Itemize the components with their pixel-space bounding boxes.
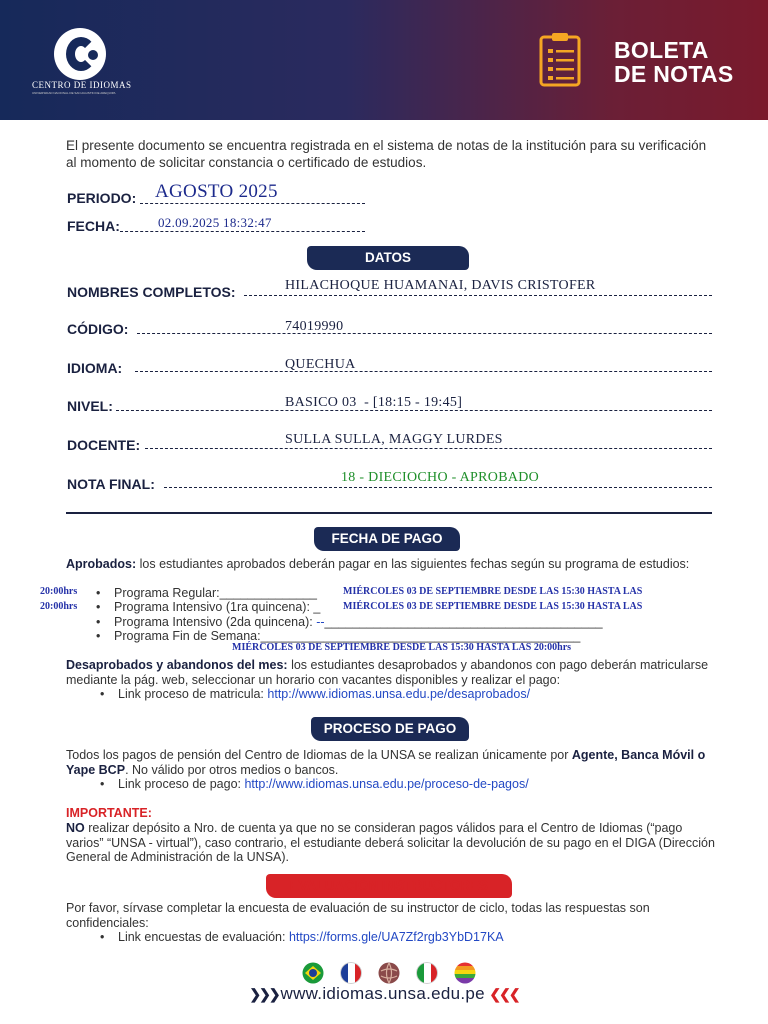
program-intensivo1-note: 20:00hrs xyxy=(40,601,78,612)
program-fin-semana-label: Programa Fin de Semana:______________________________________________ xyxy=(114,629,581,643)
codigo-line xyxy=(137,333,712,334)
program-intensivo1: • Programa Intensivo (1ra quincena): _ xyxy=(96,600,321,614)
codigo-value: 74019990 xyxy=(285,319,344,334)
periodo-label: PERIODO: xyxy=(67,190,137,206)
brazil-flag-icon xyxy=(302,962,324,984)
nota-final-label: NOTA FINAL: xyxy=(67,476,155,492)
datos-heading: DATOS xyxy=(307,246,469,270)
program-regular-label: Programa Regular:______________ xyxy=(114,586,317,600)
logo-subtext: UNIVERSIDAD NACIONAL DE SAN AGUSTIN DE AREQUIPA xyxy=(32,91,116,95)
encuesta-link-label: Link encuestas de evaluación: xyxy=(118,930,289,944)
program-fin-semana-value: MIÉRCOLES 03 DE SEPTIEMBRE DESDE LAS 15:30 HASTA LAS 20:00hrs xyxy=(232,642,572,653)
idioma-value: QUECHUA xyxy=(285,357,356,372)
program-intensivo1-label: Programa Intensivo (1ra quincena): _ xyxy=(114,600,321,614)
logo-text: CENTRO DE IDIOMAS xyxy=(32,80,132,90)
proceso-text-c: . No válido por otros medios o bancos. xyxy=(125,762,339,777)
program-intensivo1-value: MIÉRCOLES 03 DE SEPTIEMBRE DESDE LAS 15:30 HASTA LAS xyxy=(343,601,643,612)
fecha-line xyxy=(120,231,365,232)
chevrons-right-icon: ❯❯❯ xyxy=(249,986,281,1002)
periodo-line xyxy=(140,203,365,204)
globe-icon xyxy=(378,962,400,984)
program-regular-value: MIÉRCOLES 03 DE SEPTIEMBRE DESDE LAS 15:30 HASTA LAS xyxy=(343,586,643,597)
footer xyxy=(0,984,768,1008)
nombres-label: NOMBRES COMPLETOS: xyxy=(67,284,236,300)
matricula-link-item: • Link proceso de matricula: http://www.idiomas.unsa.edu.pe/desaprobados/ xyxy=(100,687,531,701)
no-label: NO xyxy=(66,821,85,835)
desaprobados-paragraph xyxy=(66,658,716,687)
encuesta-link-item: • Link encuestas de evaluación: https://forms.gle/UA7Zf2rgb3YbD17KA xyxy=(100,930,504,944)
italy-flag-icon xyxy=(416,962,438,984)
aprobados-label: Aprobados: xyxy=(66,557,137,571)
nota-final-value: 18 - DIECIOCHO - APROBADO xyxy=(341,470,540,485)
fecha-value: 02.09.2025 18:32:47 xyxy=(158,215,272,230)
periodo-value: AGOSTO 2025 xyxy=(155,181,278,202)
proceso-text-b: Agente, Banca Móvil o Yape BCP xyxy=(66,748,706,777)
program-intensivo2-value: -- xyxy=(316,615,325,629)
evaluacion-paragraph: Por favor, sírvase completar la encuesta de evaluación de su instructor de ciclo, todas las respuestas son confidenciales: xyxy=(66,901,650,930)
footer-url[interactable]: www.idiomas.unsa.edu.pe xyxy=(280,984,485,1003)
docente-value: SULLA SULLA, MAGGY LURDES xyxy=(285,432,503,447)
fecha-label: FECHA: xyxy=(67,218,120,234)
nombres-value: HILACHOQUE HUAMANAI, DAVIS CRISTOFER xyxy=(285,278,596,293)
idioma-label: IDIOMA: xyxy=(67,360,123,376)
program-regular: • Programa Regular:______________ xyxy=(96,586,317,600)
program-fin-semana: • Programa Fin de Semana:______________________________________________ xyxy=(96,629,581,643)
document-title xyxy=(614,38,734,86)
importante-label: IMPORTANTE: xyxy=(66,806,152,820)
aprobados-text: los estudiantes aprobados deberán pagar en las siguientes fechas según su programa de estudios: xyxy=(136,557,690,571)
nivel-label: NIVEL: xyxy=(67,398,113,414)
header-banner xyxy=(0,0,768,120)
importante-paragraph xyxy=(66,821,716,865)
proceso-pago-paragraph xyxy=(66,748,716,777)
logo-dot xyxy=(88,50,98,60)
pago-link-item: • Link proceso de pago: http://www.idiomas.unsa.edu.pe/proceso-de-pagos/ xyxy=(100,777,529,791)
france-flag-icon xyxy=(340,962,362,984)
proceso-text-a: Todos los pagos de pensión del Centro de Idiomas de la UNSA se realizan únicamente por xyxy=(66,748,572,762)
docente-label: DOCENTE: xyxy=(67,437,141,453)
nivel-value: BASICO 03 - [18:15 - 19:45] xyxy=(285,395,463,410)
program-intensivo2-trail: ________________________________________ xyxy=(324,615,603,629)
section-divider xyxy=(66,512,712,514)
aprobados-paragraph xyxy=(66,557,714,572)
program-regular-note: 20:00hrs xyxy=(40,586,78,597)
importante-text: realizar depósito a Nro. de cuenta ya que no se consideran pagos válidos para el Centro de Idiomas (“pago varios” “UNSA - virtual”), caso contrario, el estudiante deberá solicitar la devolución de su pago en el DIGA (Dirección General de Administración de la UNSA). xyxy=(66,821,715,864)
proceso-pago-heading: PROCESO DE PAGO xyxy=(311,717,469,741)
nota-final-line xyxy=(164,487,712,488)
desaprobados-label: Desaprobados y abandonos del mes: xyxy=(66,658,288,672)
program-intensivo2-label: Programa Intensivo (2da quincena): xyxy=(114,615,317,629)
program-intensivo2: • Programa Intensivo (2da quincena): --________________________________________ xyxy=(96,615,603,629)
rainbow-icon xyxy=(454,962,476,984)
fecha-pago-heading: FECHA DE PAGO xyxy=(314,527,460,551)
encuesta-link[interactable]: https://forms.gle/UA7Zf2rgb3YbD17KA xyxy=(288,930,504,944)
evaluacion-heading: EVALUACIÓN INSTRUCTORES xyxy=(266,874,512,898)
title-line-2: DE NOTAS xyxy=(614,61,734,87)
codigo-label: CÓDIGO: xyxy=(67,321,129,337)
chevrons-left-icon: ❮❮❮ xyxy=(489,986,519,1002)
title-line-1: BOLETA xyxy=(614,37,709,63)
idioma-line xyxy=(135,371,712,372)
intro-paragraph: El presente documento se encuentra registrada en el sistema de notas de la institución para su verificación al momento de solicitar constancia o certificado de estudios. xyxy=(66,138,707,170)
document-icon xyxy=(538,31,588,89)
logo xyxy=(32,28,132,98)
matricula-link-label: Link proceso de matricula: xyxy=(118,687,268,701)
matricula-link[interactable]: http://www.idiomas.unsa.edu.pe/desaprobados/ xyxy=(267,687,531,701)
desaprobados-text: los estudiantes desaprobados y abandonos con pago deberán matricularse mediante la pág. web, seleccionar un horario con vacantes disponibles y realizar el pago: xyxy=(66,658,709,687)
nombres-line xyxy=(244,295,712,296)
docente-line xyxy=(145,448,712,449)
pago-link-label: Link proceso de pago: xyxy=(118,777,245,791)
pago-link[interactable]: http://www.idiomas.unsa.edu.pe/proceso-de-pagos/ xyxy=(244,777,529,791)
